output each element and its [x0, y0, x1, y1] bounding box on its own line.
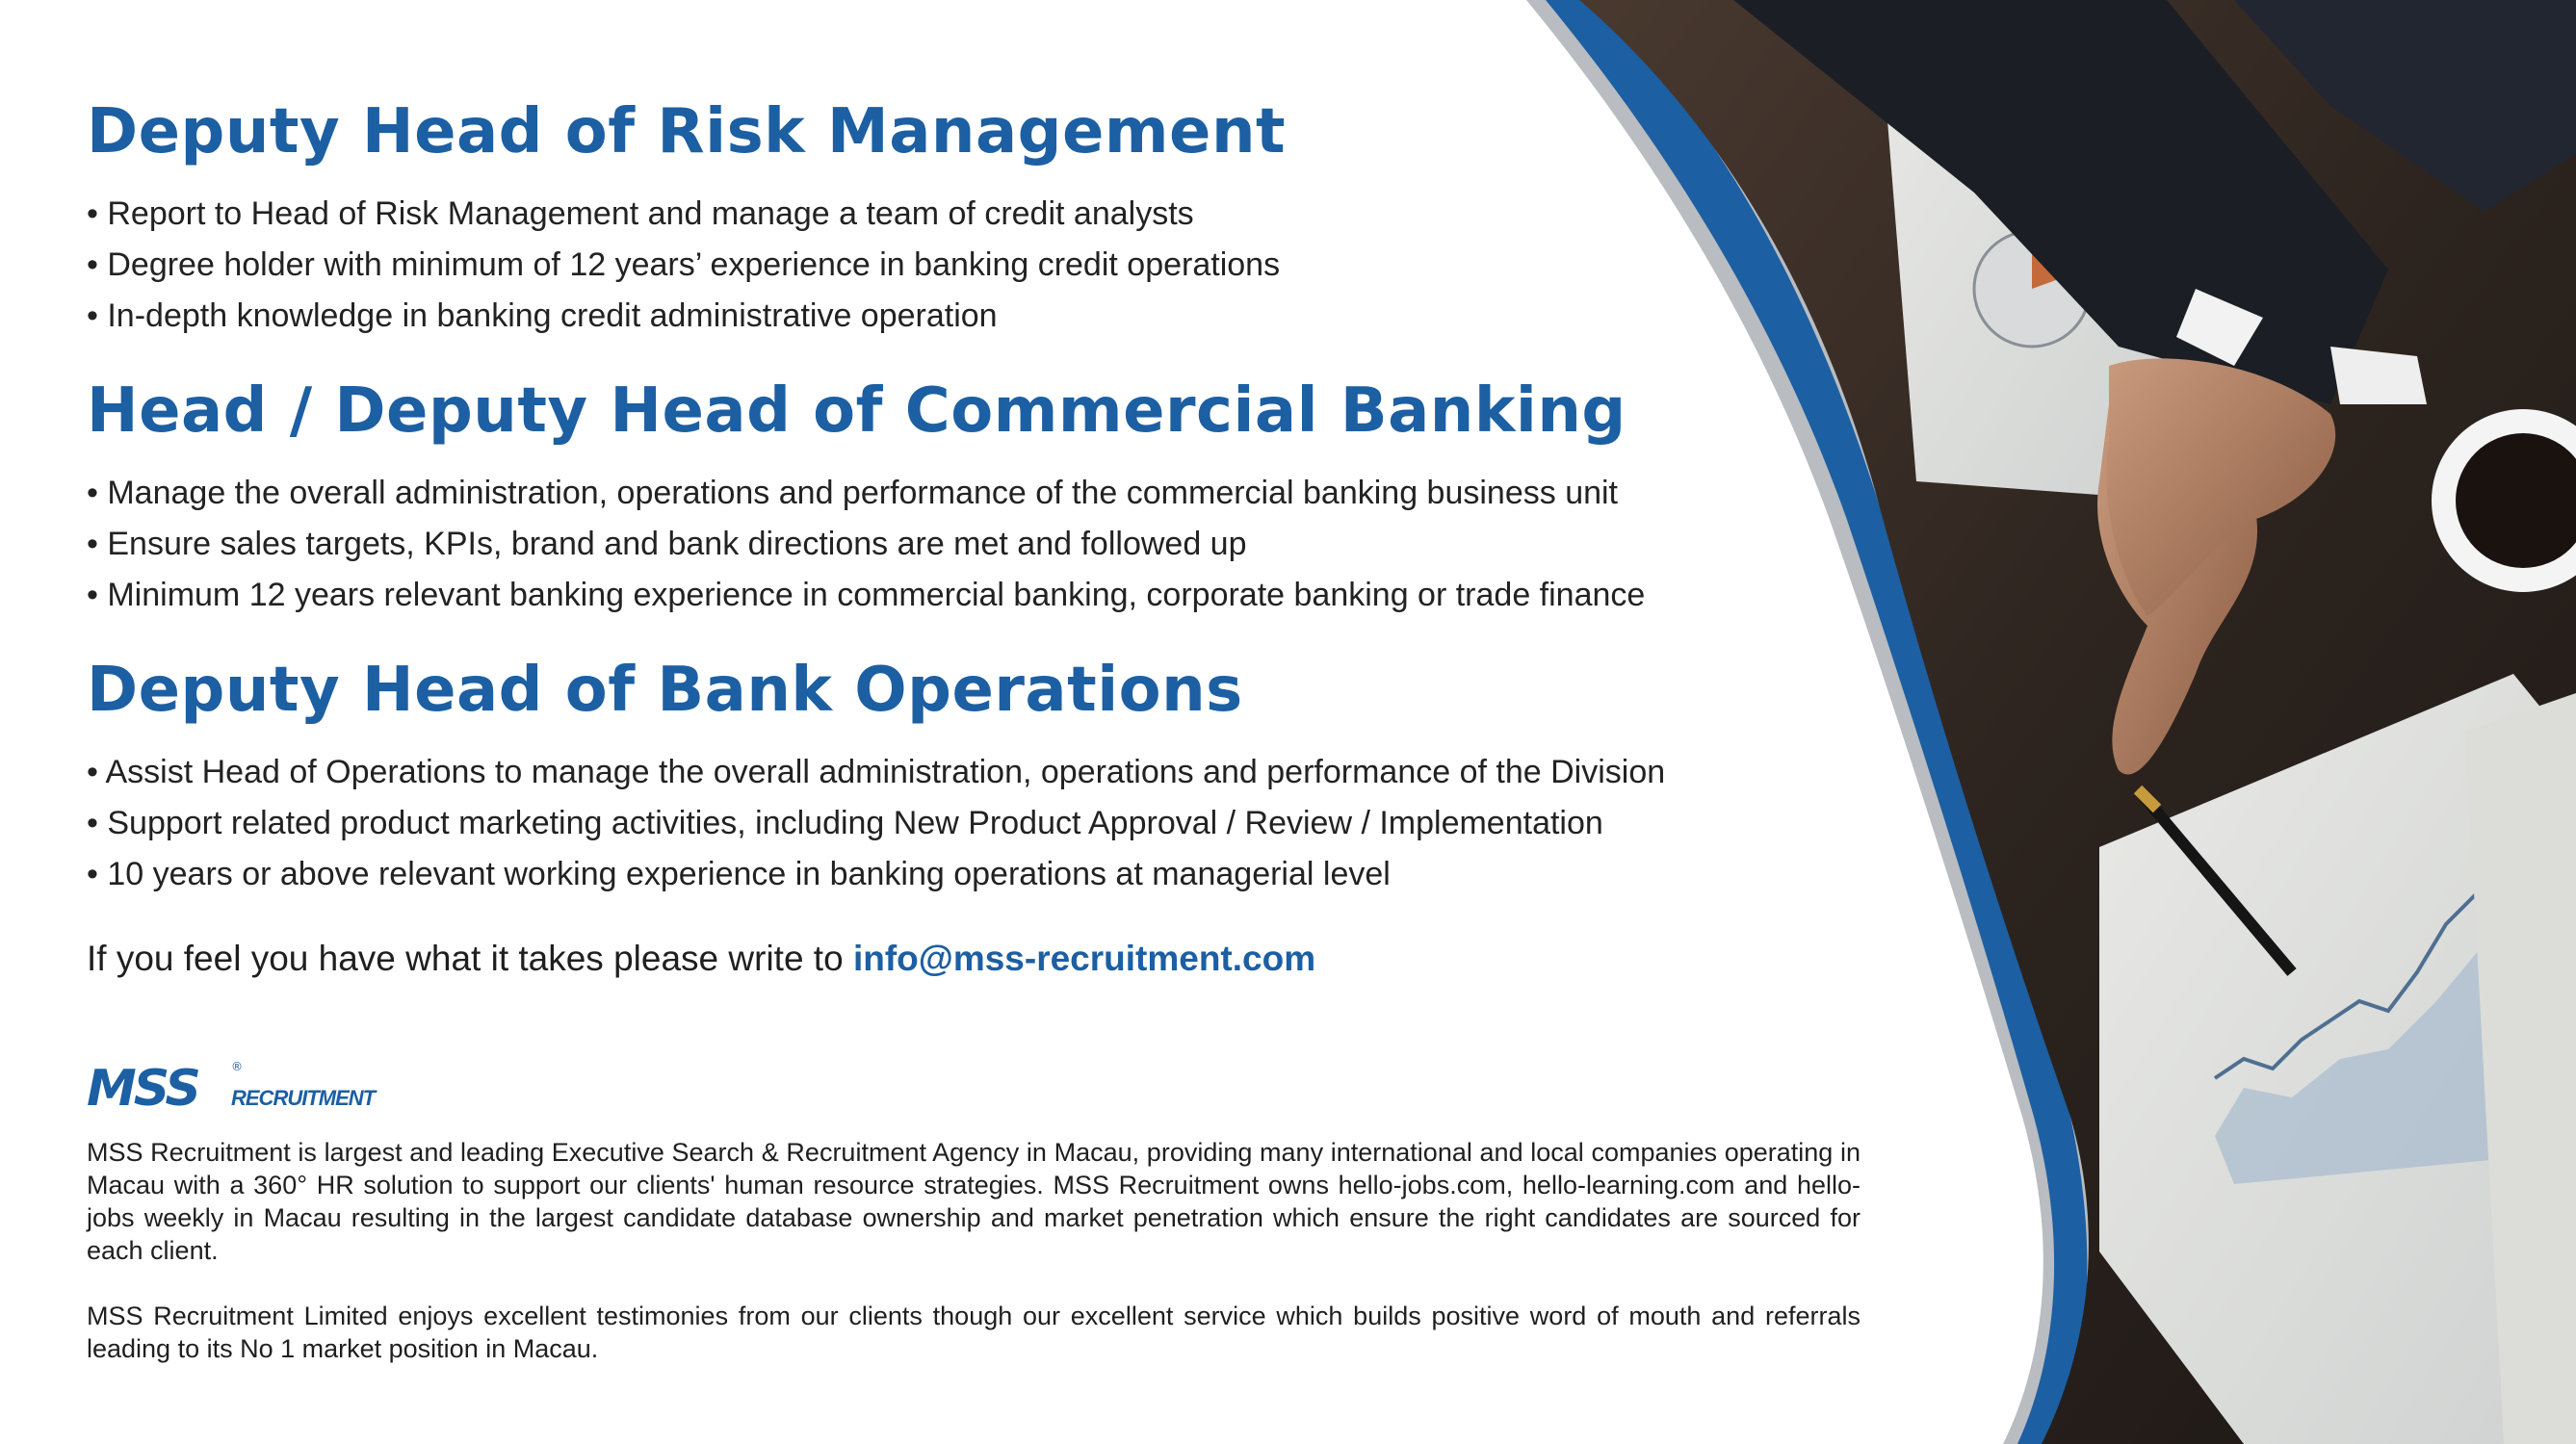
list-item: • Degree holder with minimum of 12 years’ experience in banking credit operations	[87, 240, 1280, 291]
logo-sub: RECRUITMENT	[231, 1086, 376, 1110]
list-item: • In-depth knowledge in banking credit administrative operation	[87, 291, 1280, 342]
job-title-risk-management: Deputy Head of Risk Management	[87, 96, 1287, 168]
list-item: • Minimum 12 years relevant banking experience in commercial banking, corporate banking or trade finance	[87, 570, 1645, 621]
company-description	[87, 1136, 1860, 1398]
cta-text: If you feel you have what it takes please write to	[87, 939, 853, 978]
list-item: • Ensure sales targets, KPIs, brand and bank directions are met and followed up	[87, 519, 1645, 570]
job-requirements-risk-management	[87, 189, 1280, 342]
job-title-bank-operations: Deputy Head of Bank Operations	[87, 655, 1243, 726]
email-link[interactable]: info@mss-recruitment.com	[852, 939, 1316, 978]
list-item: • Assist Head of Operations to manage the overall administration, operations and performance of the Division	[87, 747, 1665, 798]
job-requirements-bank-operations	[87, 747, 1665, 900]
about-paragraph-2: MSS Recruitment Limited enjoys excellent testimonies from our clients though our excellent service which builds positive word of mouth and referrals leading to its No 1 market position in Macau.	[87, 1302, 1860, 1363]
about-paragraph-1: MSS Recruitment is largest and leading Executive Search & Recruitment Agency in Macau, providing many international and local companies operating in Macau with a 360° HR solution to support our clients' human resource strategies. MSS Recruitment owns hello-jobs.com, hello-learning.com and hello-jobs weekly in Macau resulting in the largest candidate database ownership and market penetration which ensure the right candidates are sourced for each client.	[87, 1138, 1860, 1265]
call-to-action	[87, 939, 1315, 979]
list-item: • Manage the overall administration, operations and performance of the commercial banking business unit	[87, 468, 1645, 519]
list-item: • Support related product marketing activities, including New Product Approval / Review / Implementation	[87, 798, 1665, 849]
mss-recruitment-logo	[87, 1057, 395, 1113]
list-item: • Report to Head of Risk Management and manage a team of credit analysts	[87, 189, 1280, 240]
logo-mark: MSS	[87, 1060, 198, 1113]
list-item: • 10 years or above relevant working experience in banking operations at managerial level	[87, 849, 1665, 900]
job-title-commercial-banking: Head / Deputy Head of Commercial Banking	[87, 375, 1626, 447]
logo-registered: ®	[231, 1060, 243, 1073]
job-requirements-commercial-banking	[87, 468, 1645, 621]
